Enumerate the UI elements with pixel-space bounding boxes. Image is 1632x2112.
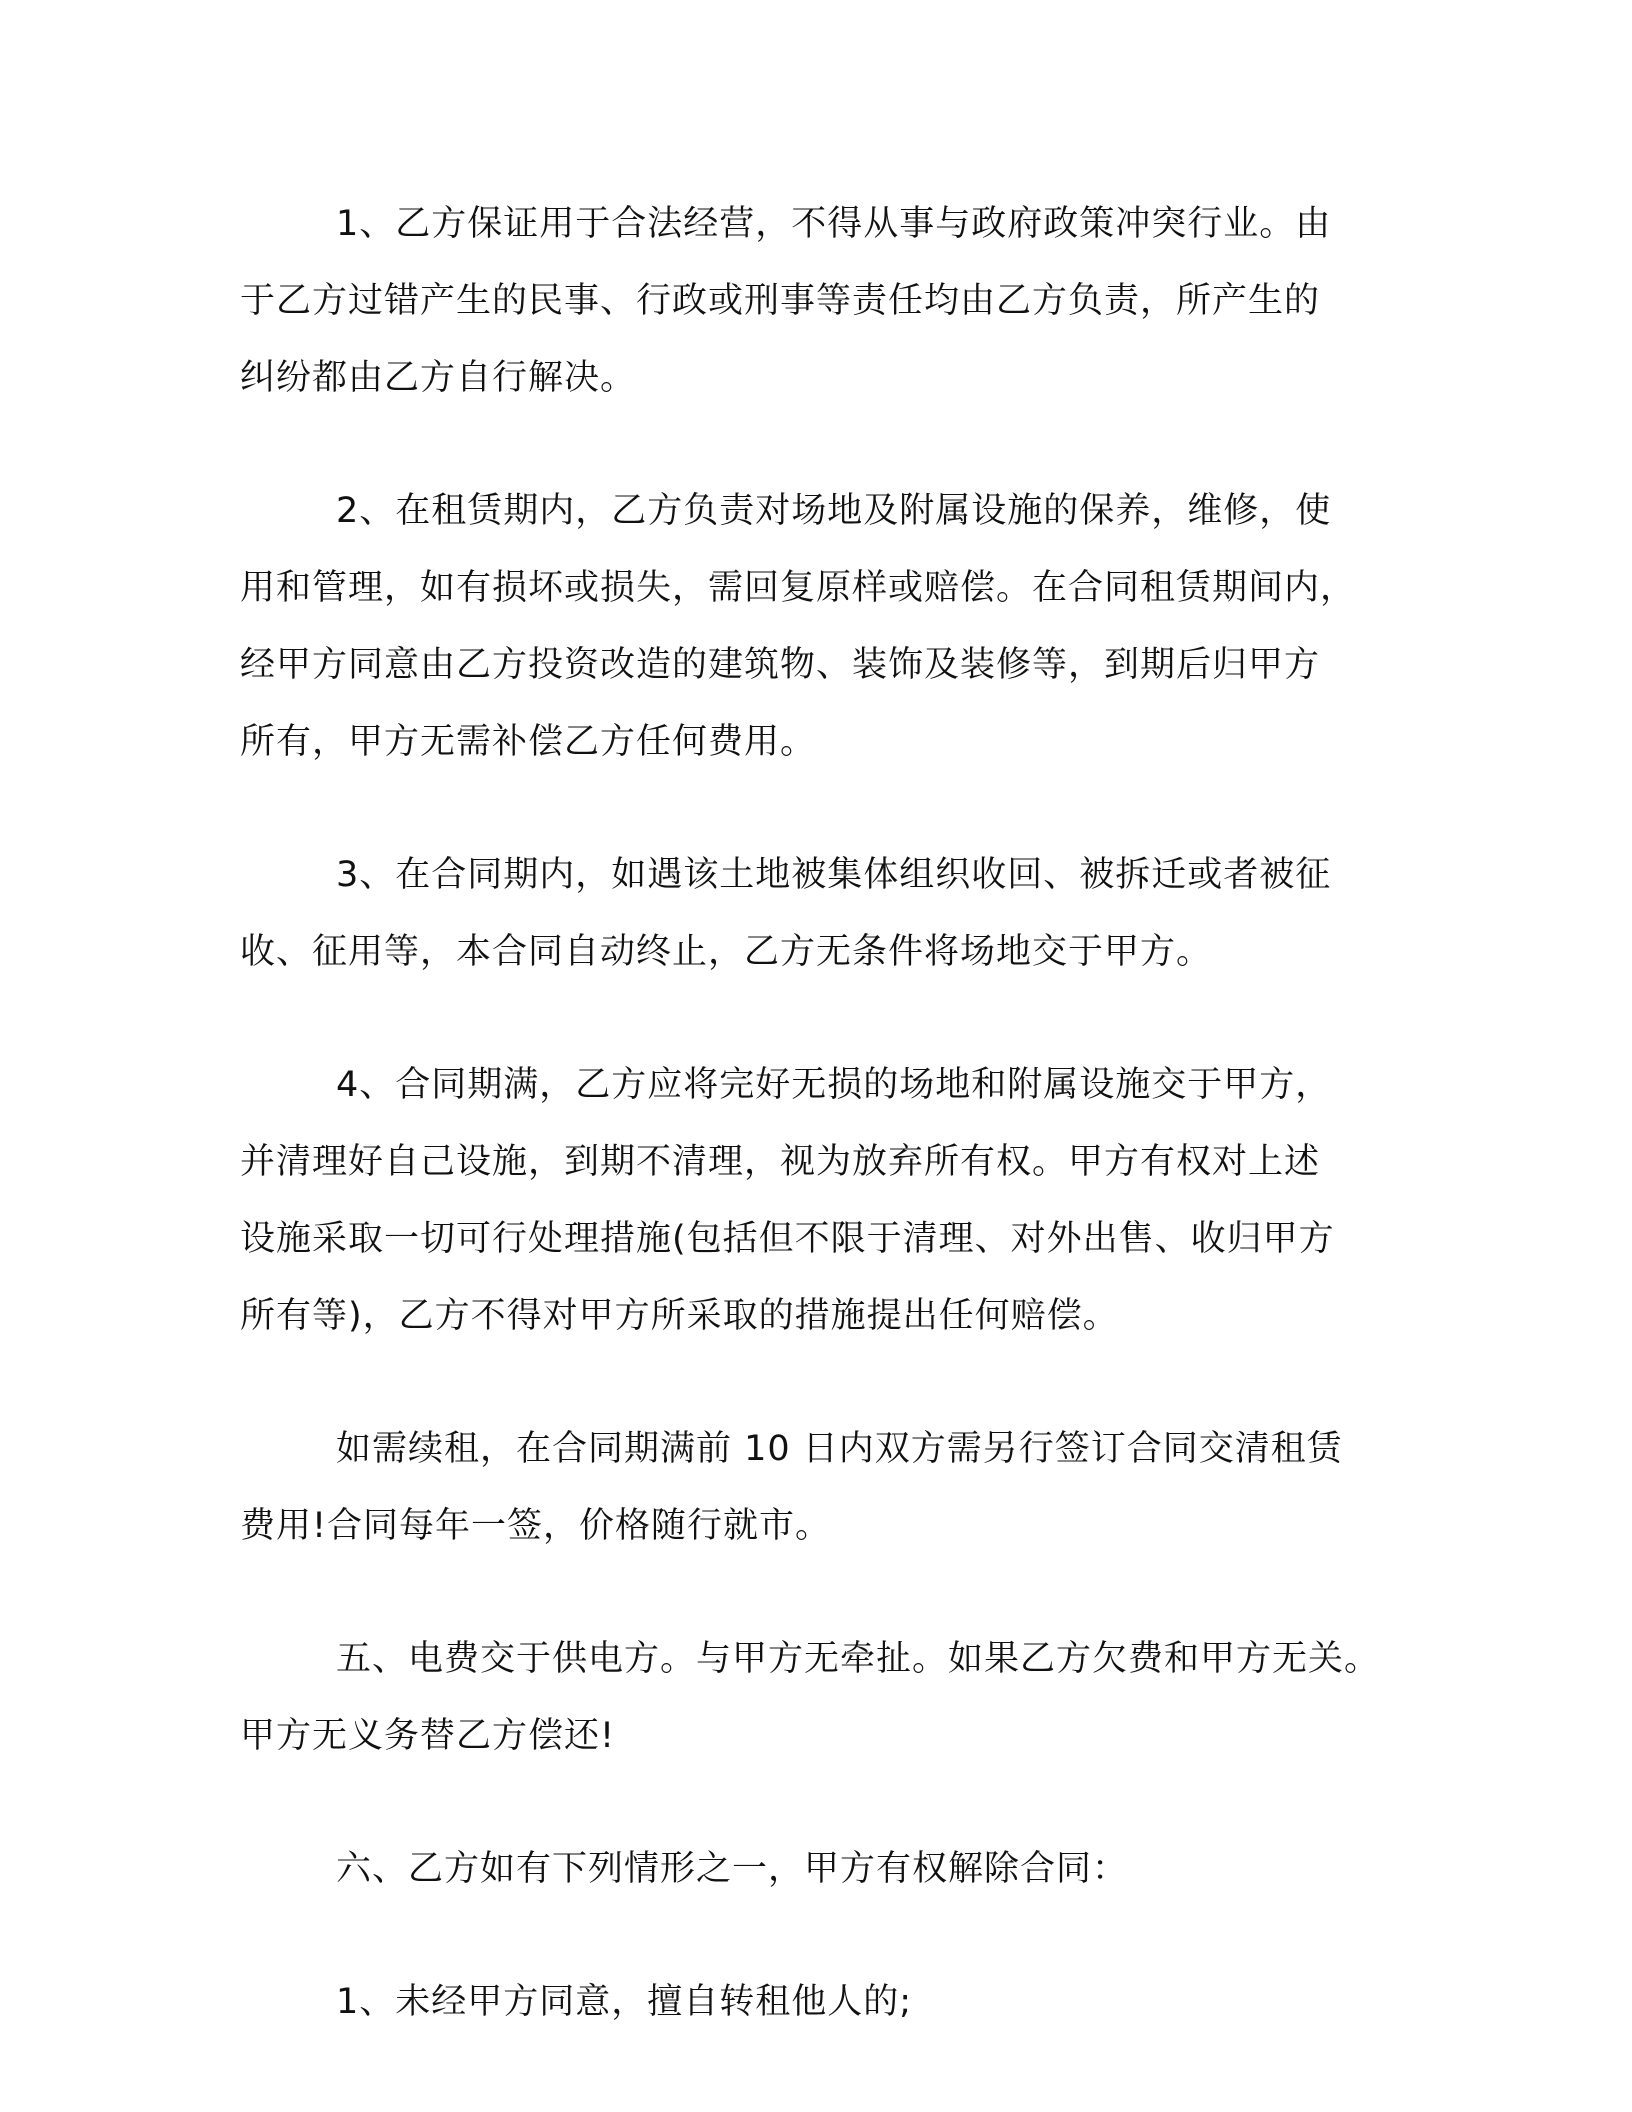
paragraph-line: 设施采取一切可行处理措施(包括但不限于清理、对外出售、收归甲方 [240,1219,1335,1259]
paragraph-line: 4、合同期满，乙方应将完好无损的场地和附属设施交于甲方， [336,1065,1332,1105]
paragraph-line: 1、未经甲方同意，擅自转租他人的; [336,1982,913,2022]
paragraph-line: 3、在合同期内，如遇该土地被集体组织收回、被拆迁或者被征 [336,855,1332,895]
section-5-paragraph [240,1621,1390,1775]
clause-2-paragraph [240,473,1390,781]
clause-1-paragraph [240,186,1390,417]
paragraph-line: 所有，甲方无需补偿乙方任何费用。 [240,722,817,762]
document-body [240,186,1390,2097]
paragraph-line: 五、电费交于供电方。与甲方无牵扯。如果乙方欠费和甲方无关。 [336,1639,1381,1679]
paragraph-line: 所有等)，乙方不得对甲方所采取的措施提出任何赔偿。 [240,1296,1119,1336]
paragraph-line: 六、乙方如有下列情形之一，甲方有权解除合同： [336,1849,1129,1889]
section-6-item-1 [240,1964,1390,2041]
renewal-paragraph [240,1411,1390,1565]
paragraph-line: 用和管理，如有损坏或损失，需回复原样或赔偿。在合同租赁期间内， [240,568,1357,608]
paragraph-line: 如需续租，在合同期满前 10 日内双方需另行签订合同交清租赁 [336,1429,1343,1469]
paragraph-line: 并清理好自己设施，到期不清理，视为放弃所有权。甲方有权对上述 [240,1142,1321,1182]
paragraph-line: 纠纷都由乙方自行解决。 [240,358,637,398]
paragraph-line: 费用!合同每年一签，价格随行就市。 [240,1506,832,1546]
paragraph-line: 1、乙方保证用于合法经营，不得从事与政府政策冲突行业。由 [336,204,1332,244]
paragraph-line: 经甲方同意由乙方投资改造的建筑物、装饰及装修等，到期后归甲方 [240,645,1321,685]
paragraph-line: 2、在租赁期内，乙方负责对场地及附属设施的保养，维修，使 [336,491,1332,531]
paragraph-line: 甲方无义务替乙方偿还! [240,1716,616,1756]
paragraph-line: 于乙方过错产生的民事、行政或刑事等责任均由乙方负责，所产生的 [240,281,1321,321]
paragraph-line: 收、征用等，本合同自动终止，乙方无条件将场地交于甲方。 [240,932,1213,972]
clause-4-paragraph [240,1047,1390,1355]
section-6-heading [240,1831,1390,1908]
clause-3-paragraph [240,837,1390,991]
